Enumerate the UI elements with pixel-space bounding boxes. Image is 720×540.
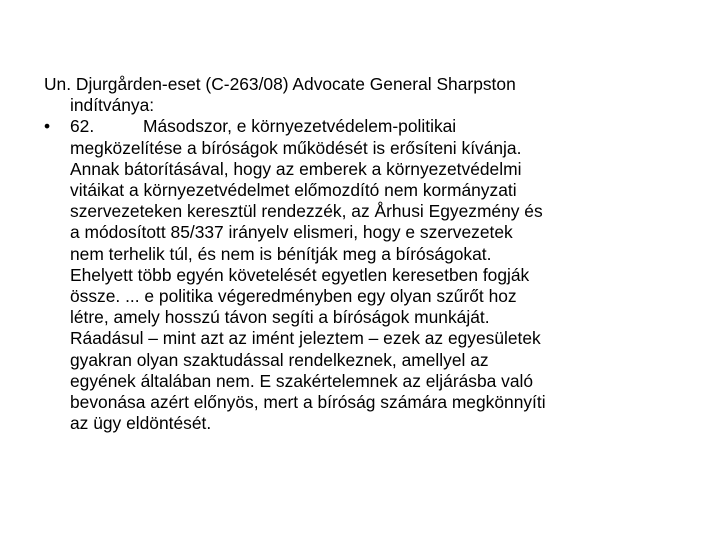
paragraph-number: 62.	[70, 116, 95, 137]
intro-line-1: Un. Djurgården-eset (C‑263/08) Advocate General Sharpston	[44, 74, 516, 94]
bullet-line: össze. ... e politika végeredményben egy olyan szűrőt hoz	[70, 286, 517, 307]
intro-line-2: indítványa:	[70, 95, 155, 116]
bullet-line: az ügy eldöntését.	[70, 413, 212, 434]
bullet-line: Annak bátorításával, hogy az emberek a környezetvédelmi	[70, 158, 522, 179]
bullet-line: Ráadásul – mint azt az imént jeleztem – ezek az egyesületek	[70, 328, 541, 349]
bullet-line-1	[70, 116, 704, 137]
bullet-body	[70, 116, 704, 434]
bullet-icon: •	[44, 116, 51, 137]
bullet-line: nem terhelik túl, és nem is bénítják meg a bíróságokat.	[70, 243, 492, 264]
bullet-line: a módosított 85/337 irányelv elismeri, hogy e szervezetek	[70, 222, 513, 243]
bullet-line: gyakran olyan szaktudással rendelkeznek, amellyel az	[70, 349, 489, 370]
intro-paragraph	[44, 74, 704, 116]
text-block	[44, 74, 704, 434]
bullet-line-text: Másodszor, e környezetvédelem‑politikai	[143, 116, 457, 137]
bullet-line: egyének általában nem. E szakértelemnek az eljárásba való	[70, 370, 534, 391]
bullet-line: vitáikat a környezetvédelmet előmozdító nem kormányzati	[70, 180, 517, 201]
bullet-paragraph	[44, 116, 704, 434]
bullet-line: Ehelyett több egyén követelését egyetlen keresetben fogják	[70, 264, 530, 285]
bullet-line: bevonása azért előnyös, mert a bíróság számára megkönnyíti	[70, 392, 546, 413]
bullet-line: megközelítése a bíróságok működését is erősíteni kívánja.	[70, 137, 522, 158]
bullet-line: szervezeteken keresztül rendezzék, az Århusi Egyezmény és	[70, 201, 543, 222]
bullet-line: létre, amely hosszú távon segíti a bíróságok munkáját.	[70, 307, 490, 328]
